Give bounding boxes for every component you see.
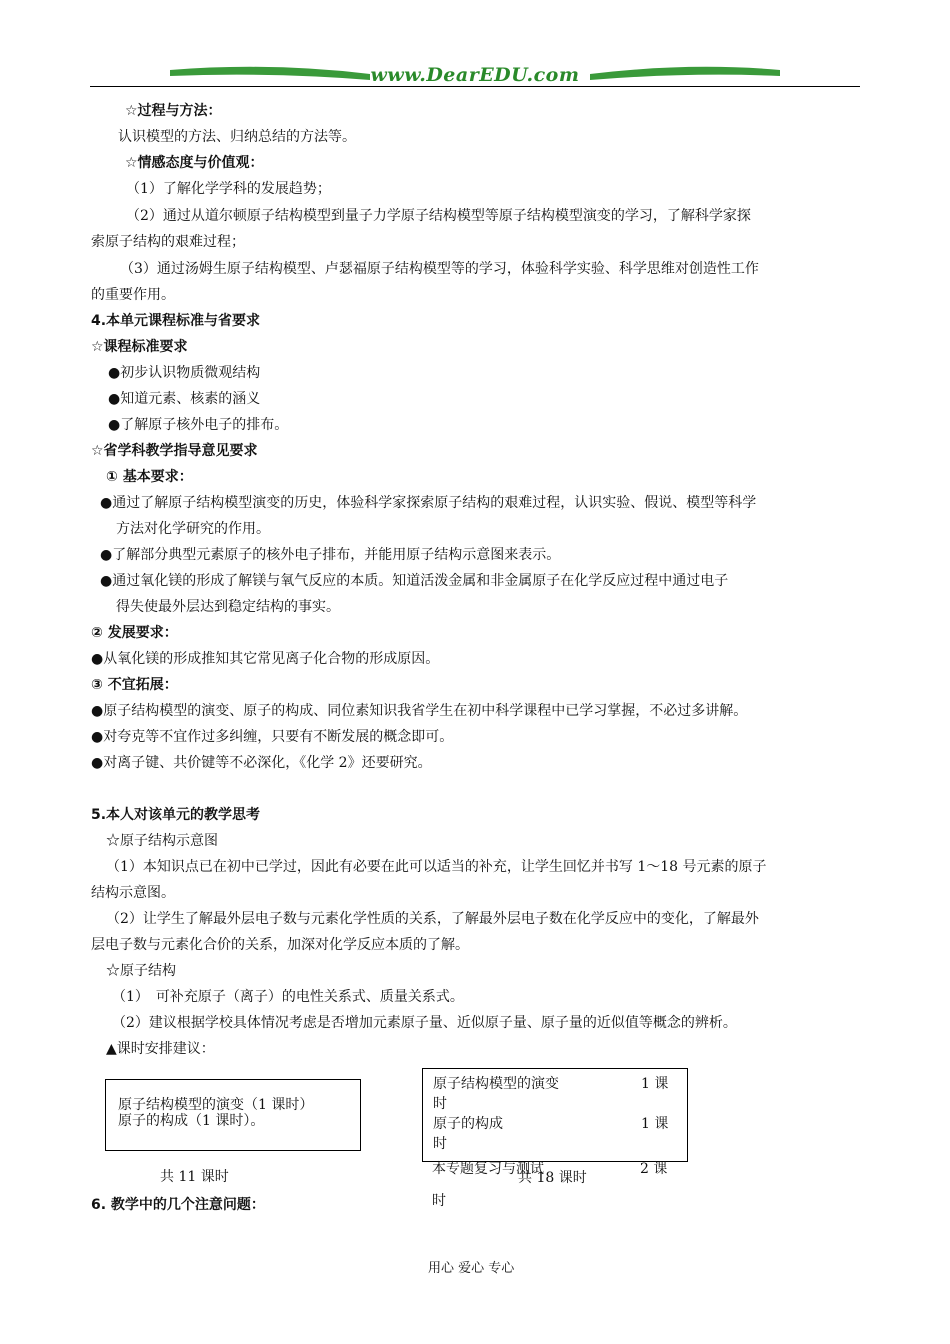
schedule-right-row3-hours: 2 课: [640, 1161, 668, 1177]
subheading-basic-requirements: ① 基本要求：: [106, 469, 193, 485]
heading-attitude-values: ☆情感态度与价值观：: [125, 155, 264, 171]
bullet-item: ●原子结构模型的演变、原子的构成、同位素知识我省学生在初中科学课程中已学习掌握，不必过多讲解。: [91, 703, 748, 719]
page-footer: 用心 爱心 专心: [428, 1261, 515, 1276]
text-line: 结构示意图。: [91, 885, 175, 901]
schedule-right-row1-name: 原子结构模型的演变: [433, 1076, 559, 1092]
heading-provincial-guidance: ☆省学科教学指导意见要求: [91, 443, 258, 459]
subheading-structure-diagram: ☆原子结构示意图: [106, 833, 218, 849]
schedule-right-row1-wrap: 时: [433, 1096, 447, 1112]
text-line: （3）通过汤姆生原子结构模型、卢瑟福原子结构模型等的学习，体验科学实验、科学思维对创造性工作: [120, 261, 759, 277]
text-line: （1） 可补充原子（离子）的电性关系式、质量关系式。: [112, 989, 464, 1005]
heading-process-method: ☆过程与方法：: [125, 103, 222, 119]
text-line: （1）本知识点已在初中已学过，因此有必要在此可以适当的补充，让学生回忆并书写 1～18 号元素的原子: [106, 859, 767, 875]
schedule-left-line1: 原子结构模型的演变（1 课时）: [118, 1097, 314, 1113]
subheading-schedule-suggestion: ▲课时安排建议：: [106, 1041, 215, 1057]
bullet-item: ●了解原子核外电子的排布。: [108, 417, 289, 433]
subheading-atomic-structure: ☆原子结构: [106, 963, 176, 979]
text-line: 得失使最外层达到稳定结构的事实。: [116, 599, 340, 615]
text-line: （2）让学生了解最外层电子数与元素化学性质的关系，了解最外层电子数在化学反应中的变化，了解最外: [106, 911, 759, 927]
text-line: 层电子数与元素化合价的关系，加深对化学反应本质的了解。: [91, 937, 469, 953]
bullet-item: ●了解部分典型元素原子的核外电子排布，并能用原子结构示意图来表示。: [100, 547, 561, 563]
heading-curriculum-standard: ☆课程标准要求: [91, 339, 188, 355]
schedule-left-total: 共 11 课时: [160, 1169, 229, 1185]
schedule-right-row3-name: 本专题复习与测试: [432, 1161, 544, 1177]
bullet-item: ●初步认识物质微观结构: [108, 365, 261, 381]
subheading-not-extend: ③ 不宜拓展：: [91, 677, 178, 693]
section-heading-6: 6. 教学中的几个注意问题：: [91, 1197, 265, 1213]
bullet-item: ●通过了解原子结构模型演变的历史，体验科学家探索原子结构的艰难过程，认识实验、假说、模型等科学: [100, 495, 757, 511]
schedule-left-line2: 原子的构成（1 课时）。: [118, 1113, 265, 1129]
bullet-item: ●通过氧化镁的形成了解镁与氧气反应的本质。知道活泼金属和非金属原子在化学反应过程中通过电子: [100, 573, 729, 589]
schedule-right-row2-name: 原子的构成: [433, 1116, 503, 1132]
text-line: 方法对化学研究的作用。: [116, 521, 270, 537]
text-line: （1）了解化学学科的发展趋势；: [126, 181, 331, 197]
schedule-right-row2-hours: 1 课: [641, 1116, 669, 1132]
text-line: 认识模型的方法、归纳总结的方法等。: [118, 129, 356, 145]
subheading-development-requirements: ② 发展要求：: [91, 625, 178, 641]
section-heading-4: 4.本单元课程标准与省要求: [91, 313, 261, 329]
section-heading-5: 5.本人对该单元的教学思考: [91, 807, 261, 823]
bullet-item: ●从氧化镁的形成推知其它常见离子化合物的形成原因。: [91, 651, 440, 667]
bullet-item: ●知道元素、核素的涵义: [108, 391, 261, 407]
text-line: （2）通过从道尔顿原子结构模型到量子力学原子结构模型等原子结构模型演变的学习，了解科学家探: [126, 208, 751, 224]
header-rule: [90, 86, 860, 87]
bullet-item: ●对离子键、共价键等不必深化，《化学 2》还要研究。: [91, 755, 432, 771]
banner-text: www.DearEDU.com: [370, 64, 580, 86]
schedule-right-row1-hours: 1 课: [641, 1076, 669, 1092]
text-line: 索原子结构的艰难过程；: [91, 234, 245, 250]
text-line: 的重要作用。: [91, 287, 175, 303]
schedule-right-row2-wrap: 时: [433, 1136, 447, 1152]
schedule-box-right: [422, 1068, 688, 1162]
schedule-right-row3-wrap: 时: [432, 1193, 446, 1209]
schedule-right-total: 共 18 课时: [518, 1170, 587, 1186]
bullet-item: ●对夸克等不宜作过多纠缠，只要有不断发展的概念即可。: [91, 729, 454, 745]
schedule-box-left: [105, 1079, 361, 1151]
text-line: （2）建议根据学校具体情况考虑是否增加元素原子量、近似原子量、原子量的近似值等概念的辨析。: [112, 1015, 737, 1031]
